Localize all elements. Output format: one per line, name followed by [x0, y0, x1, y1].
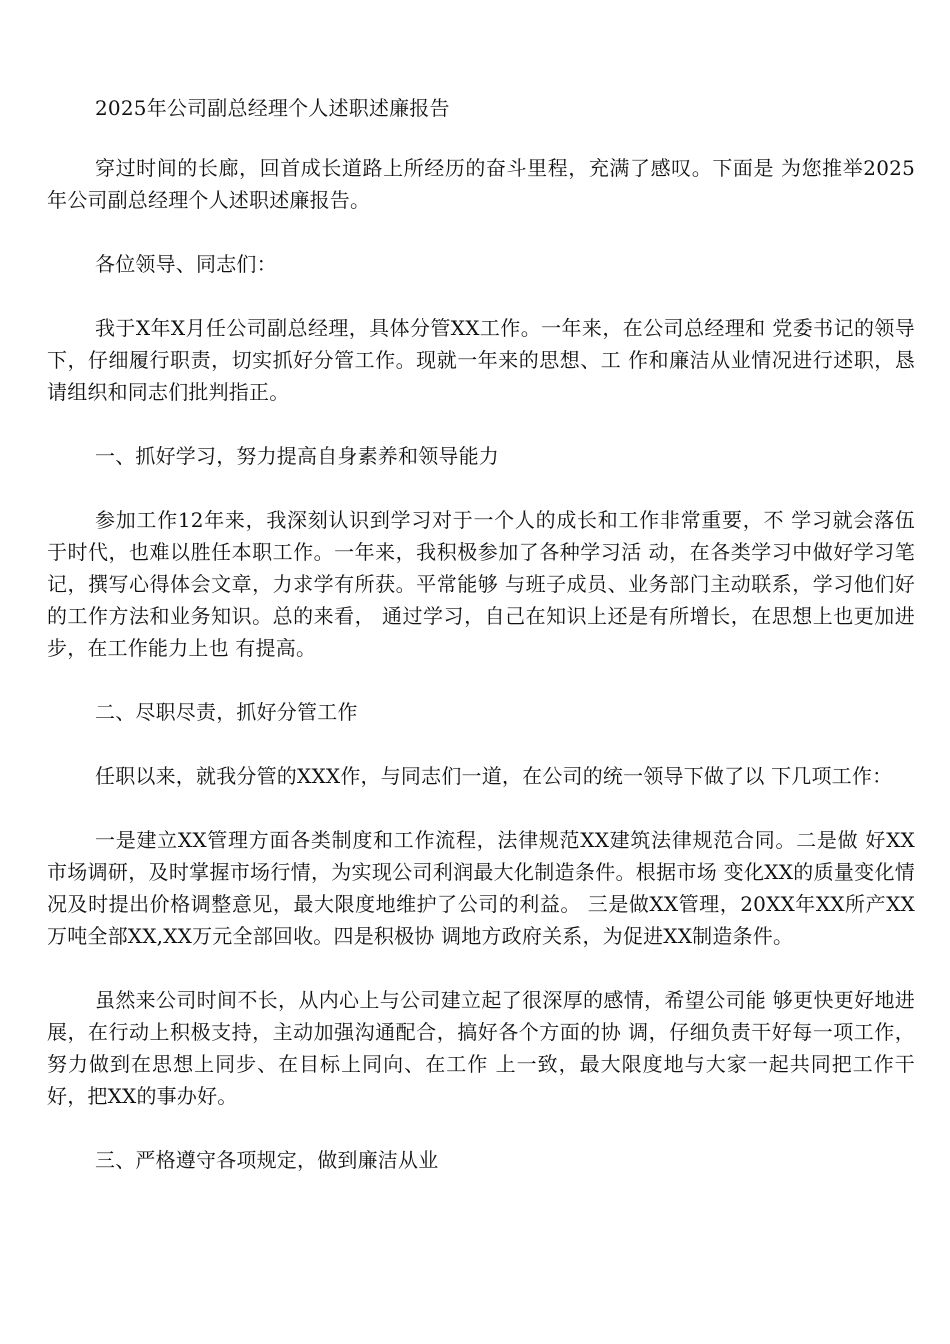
document-body: [47, 92, 915, 1208]
section-2-paragraph-1: 任职以来，就我分管的XXX作，与同志们一道，在公司的统一领导下做了以 下几项工作：: [95, 764, 893, 788]
section-heading-1: 一、抓好学习，努力提高自身素养和领导能力: [95, 444, 499, 468]
salutation: 各位领导、同志们：: [95, 252, 277, 276]
section-1-paragraph: 参加工作12年来，我深刻认识到学习对于一个人的成长和工作非常重要，不 学习就会落伍于时代，也难以胜任本职工作。一年来，我积极参加了各种学习活 动，在各类学习中做好学习笔记，撰写心得体会文章，力求学有所获。平常能够 与班子成员、业务部门主动联系，学习他们好的工作方法和业务知识。总的来看， 通过学习，自己在知识上还是有所增长，在思想上也更加进步，在工作能力上也 有提高。: [47, 508, 915, 660]
intro-paragraph: 穿过时间的长廊，回首成长道路上所经历的奋斗里程，充满了感叹。下面是 为您推举2025年公司副总经理个人述职述廉报告。: [47, 156, 915, 212]
section-heading-3: 三、严格遵守各项规定，做到廉洁从业: [95, 1148, 439, 1172]
section-2-paragraph-2: 一是建立XX管理方面各类制度和工作流程，法律规范XX建筑法律规范合同。二是做 好XX市场调研，及时掌握市场行情，为实现公司利润最大化制造条件。根据市场 变化XX的质量变化情况及时提出价格调整意见，最大限度地维护了公司的利益。 三是做XX管理，20XX年XX所产XX万吨全部XX,XX万元全部回收。四是积极协 调地方政府关系，为促进XX制造条件。: [47, 828, 915, 948]
opening-paragraph: 我于X年X月任公司副总经理，具体分管XX工作。一年来，在公司总经理和 党委书记的领导下，仔细履行职责，切实抓好分管工作。现就一年来的思想、工 作和廉洁从业情况进行述职，恳请组织和同志们批判指正。: [47, 316, 915, 404]
section-2-paragraph-3: 虽然来公司时间不长，从内心上与公司建立起了很深厚的感情，希望公司能 够更快更好地进展，在行动上积极支持，主动加强沟通配合，搞好各个方面的协 调，仔细负责干好每一项工作，努力做到在思想上同步、在目标上同向、在工作 上一致，最大限度地与大家一起共同把工作干好，把XX的事办好。: [47, 988, 915, 1108]
section-heading-2: 二、尽职尽责，抓好分管工作: [95, 700, 358, 724]
document-title: 2025年公司副总经理个人述职述廉报告: [95, 96, 450, 120]
